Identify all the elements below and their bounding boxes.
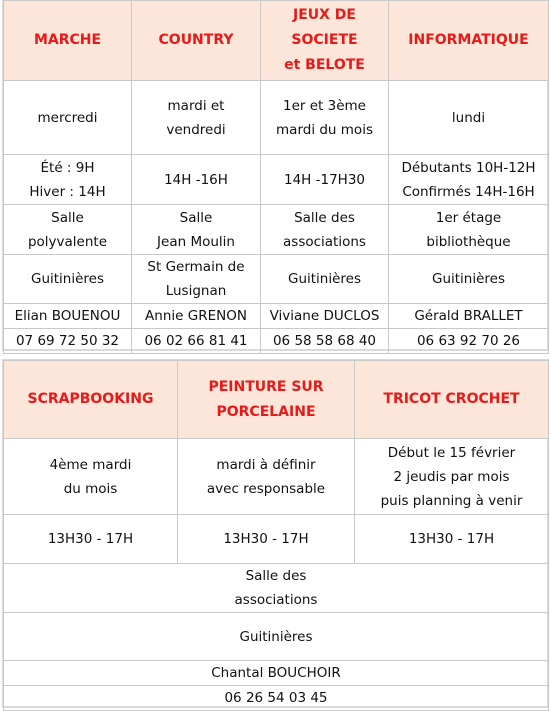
town-cell bbox=[132, 255, 261, 304]
table-2-contact-row bbox=[4, 661, 549, 686]
town-cell: Guitinières bbox=[4, 613, 549, 661]
hours-line: 14H -17H30 bbox=[284, 171, 365, 188]
days-cell bbox=[261, 81, 389, 155]
table-2-room-row bbox=[4, 564, 549, 613]
town-line: Guitinières bbox=[287, 271, 362, 287]
table-2-town-row bbox=[4, 613, 549, 661]
room-line: polyvalente bbox=[27, 233, 108, 250]
room-line: Jean Moulin bbox=[157, 233, 235, 250]
room-line: associations bbox=[283, 233, 366, 250]
room-line: Salle des bbox=[294, 209, 355, 226]
table-1-days-row bbox=[4, 81, 549, 155]
hours-cell bbox=[132, 155, 261, 205]
title-line: COUNTRY bbox=[158, 32, 234, 48]
days-line: lundi bbox=[451, 109, 486, 126]
title-line: JEUX DE bbox=[293, 7, 356, 23]
contact-phone: 06 58 58 68 40 bbox=[261, 329, 389, 354]
days-cell bbox=[132, 81, 261, 155]
town-cell bbox=[389, 255, 549, 304]
town-line: Lusignan bbox=[165, 283, 227, 299]
room-cell bbox=[4, 564, 549, 613]
activity-title-scrapbooking bbox=[4, 361, 178, 439]
contact-name: Chantal BOUCHOIR bbox=[4, 661, 549, 686]
table-2-phone-row bbox=[4, 686, 549, 711]
room-line: Salle bbox=[179, 209, 213, 226]
contact-name: Gérald BRALLET bbox=[389, 304, 549, 329]
table-2-header-row bbox=[4, 361, 549, 439]
title-line: et BELOTE bbox=[284, 57, 365, 73]
contact-phone: 07 69 72 50 32 bbox=[4, 329, 132, 354]
hours-cell bbox=[389, 155, 549, 205]
contact-phone: 06 02 66 81 41 bbox=[132, 329, 261, 354]
title-line: INFORMATIQUE bbox=[408, 32, 529, 48]
title-line: MARCHE bbox=[33, 32, 102, 48]
room-line: Salle des bbox=[245, 568, 307, 584]
room-line: 1er étage bbox=[435, 209, 502, 226]
table-2-hours-row bbox=[4, 515, 549, 564]
hours-cell: 13H30 - 17H bbox=[4, 515, 178, 564]
hours-cell: 13H30 - 17H bbox=[178, 515, 355, 564]
town-cell bbox=[261, 255, 389, 304]
hours-line: 14H -16H bbox=[164, 171, 228, 188]
town-line: Guitinières bbox=[30, 271, 105, 287]
hours-line: Confirmés 14H-16H bbox=[402, 183, 535, 200]
activity-title-country bbox=[132, 1, 261, 81]
hours-cell bbox=[261, 155, 389, 205]
hours-cell: 13H30 - 17H bbox=[355, 515, 549, 564]
days-cell bbox=[4, 81, 132, 155]
activity-title-informatique bbox=[389, 1, 549, 81]
hours-line: Été : 9H bbox=[40, 159, 95, 176]
days-line: Début le 15 février bbox=[387, 444, 516, 461]
hours-line: Hiver : 14H bbox=[29, 183, 106, 200]
contact-name: Elian BOUENOU bbox=[4, 304, 132, 329]
room-cell bbox=[132, 205, 261, 255]
room-cell bbox=[389, 205, 549, 255]
table-1-contact-row bbox=[4, 304, 549, 329]
room-cell bbox=[4, 205, 132, 255]
days-line: mardi à définir bbox=[216, 456, 316, 473]
hours-line: Débutants 10H-12H bbox=[401, 159, 536, 176]
room-cell bbox=[261, 205, 389, 255]
days-line: avec responsable bbox=[206, 480, 326, 497]
town-line: Guitinières bbox=[431, 271, 506, 287]
days-cell bbox=[4, 439, 178, 515]
days-cell bbox=[178, 439, 355, 515]
room-line: bibliothèque bbox=[426, 233, 511, 250]
table-1-town-row bbox=[4, 255, 549, 304]
town-cell bbox=[4, 255, 132, 304]
table-2-days-row bbox=[4, 439, 549, 515]
activity-title-peinture bbox=[178, 361, 355, 439]
contact-phone: 06 63 92 70 26 bbox=[389, 329, 549, 354]
days-line: puis planning à venir bbox=[380, 492, 523, 509]
days-line: mardi et bbox=[167, 97, 225, 114]
contact-phone: 06 26 54 03 45 bbox=[4, 686, 549, 711]
days-cell bbox=[355, 439, 549, 515]
activity-table-1 bbox=[3, 0, 549, 354]
days-line: 1er et 3ème bbox=[283, 97, 366, 114]
town-line: St Germain de bbox=[147, 259, 245, 275]
activity-table-2 bbox=[3, 360, 549, 711]
days-line: 4ème mardi bbox=[49, 456, 132, 473]
title-line: TRICOT CROCHET bbox=[383, 391, 520, 407]
days-line: mardi du mois bbox=[276, 121, 373, 138]
table-1-header-row bbox=[4, 1, 549, 81]
title-line: PORCELAINE bbox=[216, 403, 316, 420]
activity-title-tricot bbox=[355, 361, 549, 439]
days-line: du mois bbox=[63, 480, 118, 497]
contact-name: Viviane DUCLOS bbox=[261, 304, 389, 329]
table-1-room-row bbox=[4, 205, 549, 255]
room-line: associations bbox=[234, 592, 318, 608]
room-line: Salle bbox=[51, 209, 84, 226]
days-line: mercredi bbox=[37, 109, 98, 126]
contact-name: Annie GRENON bbox=[132, 304, 261, 329]
days-line: vendredi bbox=[166, 121, 226, 138]
activity-title-jeux bbox=[261, 1, 389, 81]
table-1-hours-row bbox=[4, 155, 549, 205]
title-line: SOCIETE bbox=[291, 32, 358, 48]
hours-cell bbox=[4, 155, 132, 205]
days-cell bbox=[389, 81, 549, 155]
days-line: 2 jeudis par mois bbox=[393, 468, 510, 485]
table-1-phone-row bbox=[4, 329, 549, 354]
title-line: PEINTURE SUR bbox=[208, 378, 324, 395]
activity-title-marche bbox=[4, 1, 132, 81]
title-line: SCRAPBOOKING bbox=[27, 391, 154, 407]
